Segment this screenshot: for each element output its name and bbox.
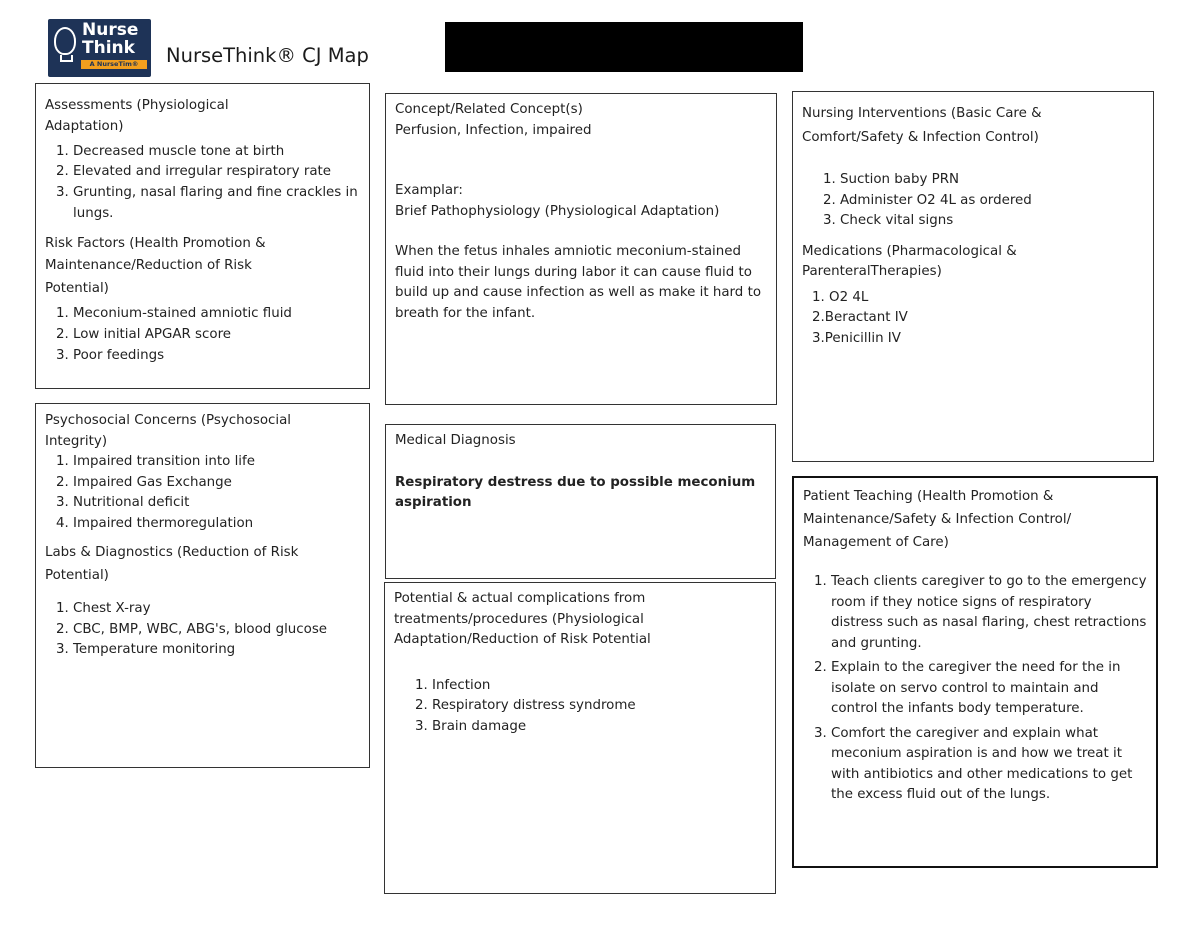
list-item: 2. Elevated and irregular respiratory rate: [73, 162, 360, 183]
complications-list: [394, 676, 766, 738]
redacted-bar: [445, 22, 803, 72]
list-item: 2. CBC, BMP, WBC, ABG's, blood glucose: [73, 620, 360, 641]
risk-factors-heading: Risk Factors (Health Promotion & Maintenance/Reduction of Risk Potential): [45, 235, 266, 296]
complications-box: [384, 582, 776, 894]
list-item: 2. Low initial APGAR score: [73, 325, 360, 346]
concept-box: [385, 93, 777, 405]
page-title: NurseThink® CJ Map: [166, 44, 369, 67]
list-item: 2. Explain to the caregiver the need for the in isolate on servo control to maintain and control the infants body temperature.: [831, 658, 1147, 720]
list-item: 3.Penicillin IV: [812, 330, 901, 346]
patient-teaching-list: [803, 572, 1147, 806]
psychosocial-box: [35, 403, 370, 768]
list-item: 1. Infection: [432, 676, 766, 697]
pathophysiology-label: Brief Pathophysiology (Physiological Adaptation): [395, 203, 720, 219]
interventions-heading: Nursing Interventions (Basic Care & Comfort/Safety & Infection Control): [802, 106, 1042, 145]
logo-line-1: Nurse: [82, 20, 139, 40]
patient-teaching-box: [792, 476, 1158, 868]
logo-line-2: Think: [82, 38, 135, 58]
patient-teaching-heading: Patient Teaching (Health Promotion & Maintenance/Safety & Infection Control/ Management of Care): [803, 489, 1072, 550]
list-item: 3. Poor feedings: [73, 346, 360, 367]
medications-heading: Medications (Pharmacological & ParenteralTherapies): [802, 243, 1017, 279]
interventions-list: [802, 170, 1144, 232]
risk-factors-list: [45, 304, 360, 366]
interventions-box: [792, 91, 1154, 462]
concept-heading: Concept/Related Concept(s): [395, 102, 583, 117]
logo-text: [82, 21, 138, 57]
list-item: 3. Temperature monitoring: [73, 640, 360, 661]
assessments-heading: Assessments (Physiological Adaptation): [45, 98, 229, 134]
list-item: 1. Meconium-stained amniotic fluid: [73, 304, 360, 325]
list-item: 3. Nutritional deficit: [73, 493, 360, 514]
concept-value: Perfusion, Infection, impaired: [395, 122, 592, 138]
list-item: 3. Comfort the caregiver and explain what meconium aspiration is and how we treat it with antibiotics and other medications to get the excess fluid out of the lungs.: [831, 724, 1147, 806]
list-item: 3. Check vital signs: [840, 211, 1144, 232]
medical-diagnosis-heading: Medical Diagnosis: [395, 433, 516, 448]
nursethink-logo: [48, 19, 151, 77]
list-item: 1. O2 4L: [812, 289, 869, 305]
complications-heading: Potential & actual complications from treatments/procedures (Physiological Adaptation/Reduction of Risk Potential: [394, 591, 651, 647]
list-item: 2. Respiratory distress syndrome: [432, 696, 766, 717]
assessments-box: [35, 83, 370, 389]
list-item: 2.Beractant IV: [812, 310, 908, 325]
list-item: 3. Brain damage: [432, 717, 766, 738]
examplar-label: Examplar:: [395, 183, 463, 198]
list-item: 2. Impaired Gas Exchange: [73, 473, 360, 494]
list-item: 1. Teach clients caregiver to go to the emergency room if they notice signs of respiratory distress such as nasal flaring, chest retractions and grunting.: [831, 572, 1147, 654]
medical-diagnosis-value: Respiratory destress due to possible meconium aspiration: [395, 474, 756, 510]
medications-list: [802, 288, 1144, 350]
psychosocial-heading: Psychosocial Concerns (Psychosocial Integrity): [45, 413, 292, 449]
list-item: 1. Decreased muscle tone at birth: [73, 142, 360, 163]
list-item: 4. Impaired thermoregulation: [73, 514, 360, 535]
list-item: 1. Suction baby PRN: [840, 170, 1144, 191]
psychosocial-list: [45, 452, 360, 534]
medical-diagnosis-box: [385, 424, 776, 579]
list-item: 1. Impaired transition into life: [73, 452, 360, 473]
pathophysiology-text: When the fetus inhales amniotic meconium-stained fluid into their lungs during labor it can cause fluid to build up and cause infection as well as make it hard to breath for the infant.: [395, 244, 762, 321]
labs-list: [45, 599, 360, 661]
assessments-list: [45, 142, 360, 225]
logo-tagline: A NurseTim® Brand: [81, 60, 147, 69]
lightbulb-icon: [54, 27, 76, 55]
list-item: 3. Grunting, nasal flaring and fine crackles in lungs.: [73, 183, 360, 225]
labs-heading: Labs & Diagnostics (Reduction of Risk Potential): [45, 545, 299, 583]
list-item: 2. Administer O2 4L as ordered: [840, 191, 1144, 212]
list-item: 1. Chest X-ray: [73, 599, 360, 620]
